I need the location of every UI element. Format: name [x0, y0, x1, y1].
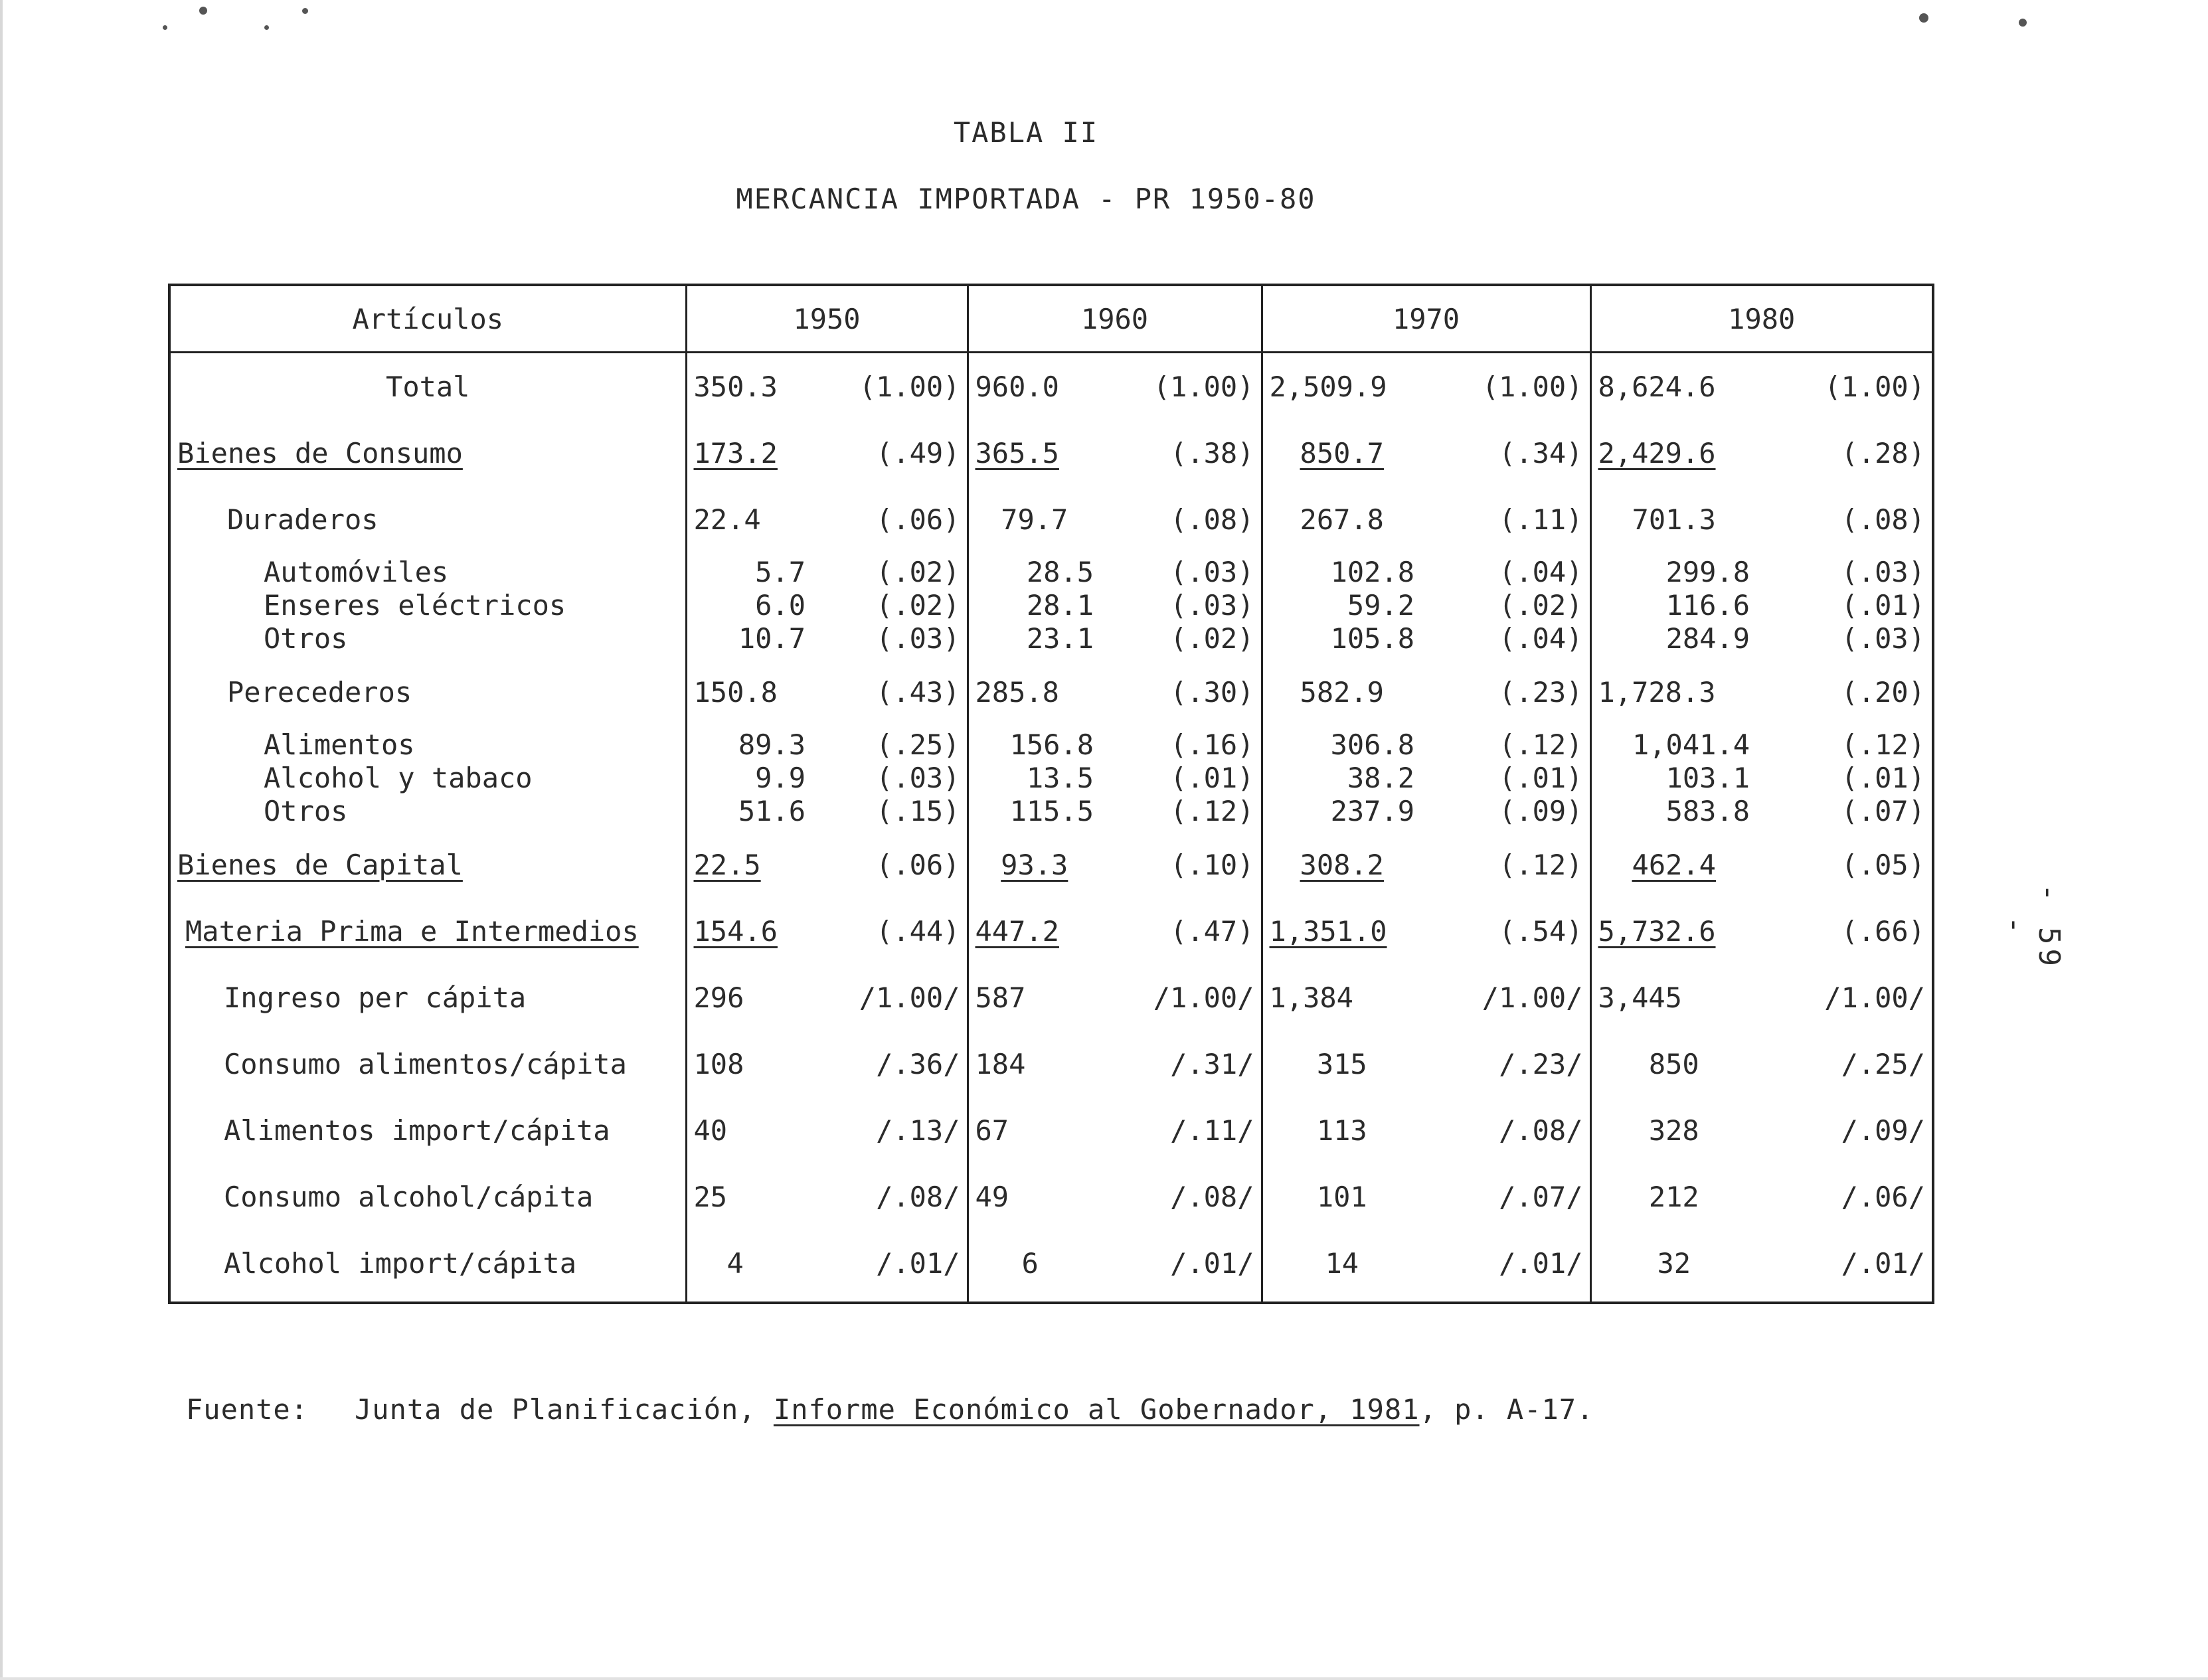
proportion-cell: /.01/	[876, 1246, 960, 1280]
value-cell: 285.8	[968, 659, 1100, 725]
row-label: Alimentos import/cápita	[224, 1114, 610, 1147]
proportion-cell: (.28)	[1841, 436, 1925, 469]
proportion-cell: (.09)	[1499, 795, 1583, 827]
value-cell: 150.8	[686, 659, 812, 725]
value-cell	[686, 420, 812, 486]
proportion-cell: (.49)	[876, 436, 960, 469]
value-cell	[1262, 420, 1421, 486]
proportion-cell: (.04)	[1499, 556, 1583, 588]
proportion-stack	[812, 552, 968, 659]
proportion-cell: (.06)	[876, 503, 960, 536]
proportion-cell: (.01)	[1841, 589, 1925, 622]
proportion-cell: (.03)	[876, 762, 960, 794]
table-row-alimentos-import	[169, 1097, 1933, 1163]
value-cell: 296	[686, 964, 812, 1031]
value-cell: 89.3	[738, 728, 806, 761]
value-cell: 102.8	[1330, 556, 1414, 588]
source-suffix: , p. A-17.	[1419, 1393, 1594, 1426]
row-label: Alimentos	[264, 728, 415, 761]
proportion-cell: (.11)	[1499, 503, 1583, 536]
proportion-cell: (.25)	[876, 728, 960, 761]
value-stack	[968, 725, 1100, 831]
value-cell: 59.2	[1347, 589, 1414, 622]
value-cell: 6	[968, 1230, 1100, 1303]
row-label-text: Bienes de Capital	[177, 848, 463, 881]
value-cell: 184	[968, 1031, 1100, 1097]
value-cell: 10.7	[738, 622, 806, 655]
proportion-cell: /.07/	[1499, 1180, 1583, 1213]
proportion-cell: (.02)	[876, 589, 960, 622]
value-cell: 28.5	[1026, 556, 1094, 588]
table-header-row	[169, 285, 1933, 353]
proportion-cell: (.30)	[1170, 675, 1254, 709]
proportion-cell: (.03)	[1170, 589, 1254, 622]
proportion-cell: /.31/	[1170, 1047, 1254, 1080]
value-cell: 22.4	[686, 486, 812, 552]
row-label-text: Materia Prima e Intermedios	[185, 914, 639, 948]
proportion-cell: (.12)	[1170, 795, 1254, 827]
value-cell: 23.1	[1026, 622, 1094, 655]
proportion-cell: /.25/	[1841, 1047, 1925, 1080]
value-cell: 1,384	[1262, 964, 1421, 1031]
value-text: 462.4	[1632, 848, 1716, 881]
value-cell: 237.9	[1330, 795, 1414, 827]
value-stack	[968, 552, 1100, 659]
value-text: 2,429.6	[1598, 436, 1716, 469]
value-cell	[1262, 898, 1421, 964]
value-cell: 115.5	[1009, 795, 1094, 827]
table-row-total	[169, 353, 1933, 420]
value-text: 308.2	[1300, 848, 1384, 881]
scan-speck	[1919, 13, 1928, 23]
row-label	[169, 420, 686, 486]
proportion-cell: (.01)	[1499, 762, 1583, 794]
value-cell: 103.1	[1665, 762, 1750, 794]
value-cell	[686, 831, 812, 898]
proportion-cell: /.09/	[1841, 1114, 1925, 1147]
column-header-year: 1970	[1262, 285, 1590, 353]
proportion-cell: (.20)	[1841, 675, 1925, 709]
proportion-cell: /1.00/	[1824, 981, 1925, 1014]
proportion-cell: /.08/	[876, 1180, 960, 1213]
value-cell	[1590, 420, 1756, 486]
proportion-cell: (.23)	[1499, 675, 1583, 709]
row-label-stack	[169, 725, 686, 831]
value-cell: 212	[1590, 1163, 1756, 1230]
proportion-cell: (.01)	[1170, 762, 1254, 794]
proportion-cell: (.05)	[1841, 848, 1925, 881]
row-label: Duraderos	[227, 503, 379, 536]
value-cell: 40	[686, 1097, 812, 1163]
value-cell	[1590, 831, 1756, 898]
value-cell: 850	[1590, 1031, 1756, 1097]
proportion-cell: /.06/	[1841, 1180, 1925, 1213]
value-cell: 38.2	[1347, 762, 1414, 794]
proportion-cell: (1.00)	[1153, 370, 1254, 403]
proportion-cell: /.13/	[876, 1114, 960, 1147]
table-row-bienes-consumo	[169, 420, 1933, 486]
imports-table	[168, 284, 1934, 1304]
table-row-duraderos	[169, 486, 1933, 552]
page-number	[1998, 870, 2066, 970]
scan-speck	[302, 8, 308, 14]
proportion-stack	[1100, 725, 1262, 831]
value-cell: 1,728.3	[1590, 659, 1756, 725]
value-text: 447.2	[975, 914, 1059, 948]
proportion-cell: (.02)	[1499, 589, 1583, 622]
proportion-cell: (.08)	[1841, 503, 1925, 536]
proportion-cell: (.06)	[876, 848, 960, 881]
proportion-cell: (1.00)	[1824, 370, 1925, 403]
column-header-articulos: Artículos	[169, 285, 686, 353]
table-number-title: TABLA II	[953, 116, 1099, 149]
proportion-stack	[1421, 725, 1590, 831]
proportion-cell: (.12)	[1499, 848, 1583, 881]
table-row-consumo-alimentos	[169, 1031, 1933, 1097]
row-label: Consumo alcohol/cápita	[224, 1180, 594, 1213]
value-text: 1,351.0	[1269, 914, 1387, 948]
proportion-cell: (.43)	[876, 675, 960, 709]
value-cell: 1,041.4	[1632, 728, 1750, 761]
column-header-year: 1980	[1590, 285, 1933, 353]
table-row-group-duraderos-items	[169, 552, 1933, 659]
row-label-stack	[169, 552, 686, 659]
proportion-cell: (.16)	[1170, 728, 1254, 761]
proportion-cell: (.34)	[1499, 436, 1583, 469]
column-header-year: 1960	[968, 285, 1262, 353]
value-cell: 9.9	[755, 762, 806, 794]
value-stack	[1590, 552, 1756, 659]
value-text: 850.7	[1300, 436, 1384, 469]
value-text: 154.6	[693, 914, 778, 948]
value-cell: 32	[1590, 1230, 1756, 1303]
source-agency: Junta de Planificación,	[355, 1393, 756, 1426]
proportion-cell: /.23/	[1499, 1047, 1583, 1080]
value-cell: 108	[686, 1031, 812, 1097]
scan-speck	[264, 25, 269, 30]
proportion-cell: (.01)	[1841, 762, 1925, 794]
value-cell: 113	[1262, 1097, 1421, 1163]
value-cell: 267.8	[1262, 486, 1421, 552]
proportion-cell: (.03)	[1841, 556, 1925, 588]
proportion-cell: (.38)	[1170, 436, 1254, 469]
proportion-cell: /.08/	[1170, 1180, 1254, 1213]
row-label: Ingreso per cápita	[224, 981, 527, 1014]
value-cell: 306.8	[1330, 728, 1414, 761]
row-label: Perecederos	[227, 675, 412, 709]
value-stack	[1590, 725, 1756, 831]
proportion-stack	[1421, 552, 1590, 659]
value-cell: 350.3	[686, 353, 812, 420]
proportion-stack	[1756, 725, 1933, 831]
page-bottom-edge	[0, 1677, 2208, 1680]
value-cell: 583.8	[1665, 795, 1750, 827]
proportion-cell: (.12)	[1499, 728, 1583, 761]
value-cell: 79.7	[968, 486, 1100, 552]
proportion-cell: (.03)	[1841, 622, 1925, 655]
proportion-cell: (.12)	[1841, 728, 1925, 761]
row-label: Consumo alimentos/cápita	[224, 1047, 627, 1080]
proportion-stack	[1100, 552, 1262, 659]
proportion-cell: (.08)	[1170, 503, 1254, 536]
proportion-cell: (1.00)	[859, 370, 960, 403]
value-cell: 8,624.6	[1590, 353, 1756, 420]
proportion-stack	[1756, 552, 1933, 659]
row-label: Otros	[264, 622, 348, 655]
row-label: Alcohol y tabaco	[264, 762, 533, 794]
proportion-cell: /.01/	[1499, 1246, 1583, 1280]
proportion-cell: (.15)	[876, 795, 960, 827]
proportion-cell: (.66)	[1841, 914, 1925, 948]
proportion-cell: (.44)	[876, 914, 960, 948]
proportion-cell: /1.00/	[1482, 981, 1583, 1014]
proportion-cell: (.47)	[1170, 914, 1254, 948]
table-row-alcohol-import	[169, 1230, 1933, 1303]
table-row-materia-prima	[169, 898, 1933, 964]
value-cell: 25	[686, 1163, 812, 1230]
value-text: 22.5	[693, 848, 761, 881]
value-text: 365.5	[975, 436, 1059, 469]
value-cell: 6.0	[755, 589, 806, 622]
value-cell	[968, 420, 1100, 486]
value-cell: 701.3	[1590, 486, 1756, 552]
proportion-cell: (.54)	[1499, 914, 1583, 948]
value-cell	[968, 898, 1100, 964]
proportion-cell: (1.00)	[1482, 370, 1583, 403]
value-text: 93.3	[1001, 848, 1068, 881]
value-cell: 315	[1262, 1031, 1421, 1097]
value-cell: 116.6	[1665, 589, 1750, 622]
value-cell	[1590, 898, 1756, 964]
value-cell: 156.8	[1009, 728, 1094, 761]
value-stack	[686, 725, 812, 831]
proportion-cell: /1.00/	[1153, 981, 1254, 1014]
row-label	[169, 831, 686, 898]
value-cell	[686, 898, 812, 964]
value-cell: 3,445	[1590, 964, 1756, 1031]
source-report-title: Informe Económico al Gobernador, 1981	[773, 1393, 1420, 1426]
proportion-cell: (.03)	[876, 622, 960, 655]
value-text: 5,732.6	[1598, 914, 1716, 948]
table-row-consumo-alcohol	[169, 1163, 1933, 1230]
column-header-year: 1950	[686, 285, 968, 353]
row-label: Alcohol import/cápita	[224, 1246, 577, 1280]
value-cell: 105.8	[1330, 622, 1414, 655]
value-cell	[1262, 831, 1421, 898]
proportion-cell: /.11/	[1170, 1114, 1254, 1147]
value-cell: 960.0	[968, 353, 1100, 420]
proportion-stack	[812, 725, 968, 831]
page-edge	[0, 0, 3, 1680]
value-stack	[1262, 552, 1421, 659]
value-cell: 284.9	[1665, 622, 1750, 655]
source-prefix: Fuente:	[186, 1393, 309, 1426]
source-note	[186, 1393, 1594, 1426]
proportion-cell: (.10)	[1170, 848, 1254, 881]
value-cell: 14	[1262, 1230, 1421, 1303]
proportion-cell: /.08/	[1499, 1114, 1583, 1147]
proportion-cell: (.02)	[876, 556, 960, 588]
value-cell: 67	[968, 1097, 1100, 1163]
value-cell: 13.5	[1026, 762, 1094, 794]
row-label: Automóviles	[264, 556, 449, 588]
value-cell: 328	[1590, 1097, 1756, 1163]
proportion-cell: /.01/	[1170, 1246, 1254, 1280]
value-cell: 587	[968, 964, 1100, 1031]
value-cell: 582.9	[1262, 659, 1421, 725]
proportion-cell: (.02)	[1170, 622, 1254, 655]
value-text: 173.2	[693, 436, 778, 469]
table-row-group-perecederos-items	[169, 725, 1933, 831]
row-label: Otros	[264, 795, 348, 827]
value-cell: 4	[686, 1230, 812, 1303]
row-label	[169, 898, 686, 964]
scan-speck	[163, 25, 167, 30]
page-number-text: - 59 -	[1998, 884, 2066, 970]
table-row-perecederos	[169, 659, 1933, 725]
proportion-cell: /.36/	[876, 1047, 960, 1080]
value-cell: 5.7	[755, 556, 806, 588]
row-label: Total	[386, 370, 470, 403]
value-cell: 28.1	[1026, 589, 1094, 622]
proportion-cell: (.04)	[1499, 622, 1583, 655]
row-label-text: Bienes de Consumo	[177, 436, 463, 469]
value-cell: 51.6	[738, 795, 806, 827]
proportion-cell: (.07)	[1841, 795, 1925, 827]
value-cell: 101	[1262, 1163, 1421, 1230]
table-row-bienes-capital	[169, 831, 1933, 898]
value-stack	[686, 552, 812, 659]
table-subtitle: MERCANCIA IMPORTADA - PR 1950-80	[736, 183, 1316, 215]
proportion-cell: (.03)	[1170, 556, 1254, 588]
scan-speck	[2019, 19, 2027, 27]
value-cell	[968, 831, 1100, 898]
value-cell: 299.8	[1665, 556, 1750, 588]
row-label: Enseres eléctricos	[264, 589, 566, 622]
value-cell: 49	[968, 1163, 1100, 1230]
value-stack	[1262, 725, 1421, 831]
value-cell: 2,509.9	[1262, 353, 1421, 420]
scan-speck	[199, 7, 207, 15]
proportion-cell: /.01/	[1841, 1246, 1925, 1280]
table-row-ingreso	[169, 964, 1933, 1031]
proportion-cell: /1.00/	[859, 981, 960, 1014]
